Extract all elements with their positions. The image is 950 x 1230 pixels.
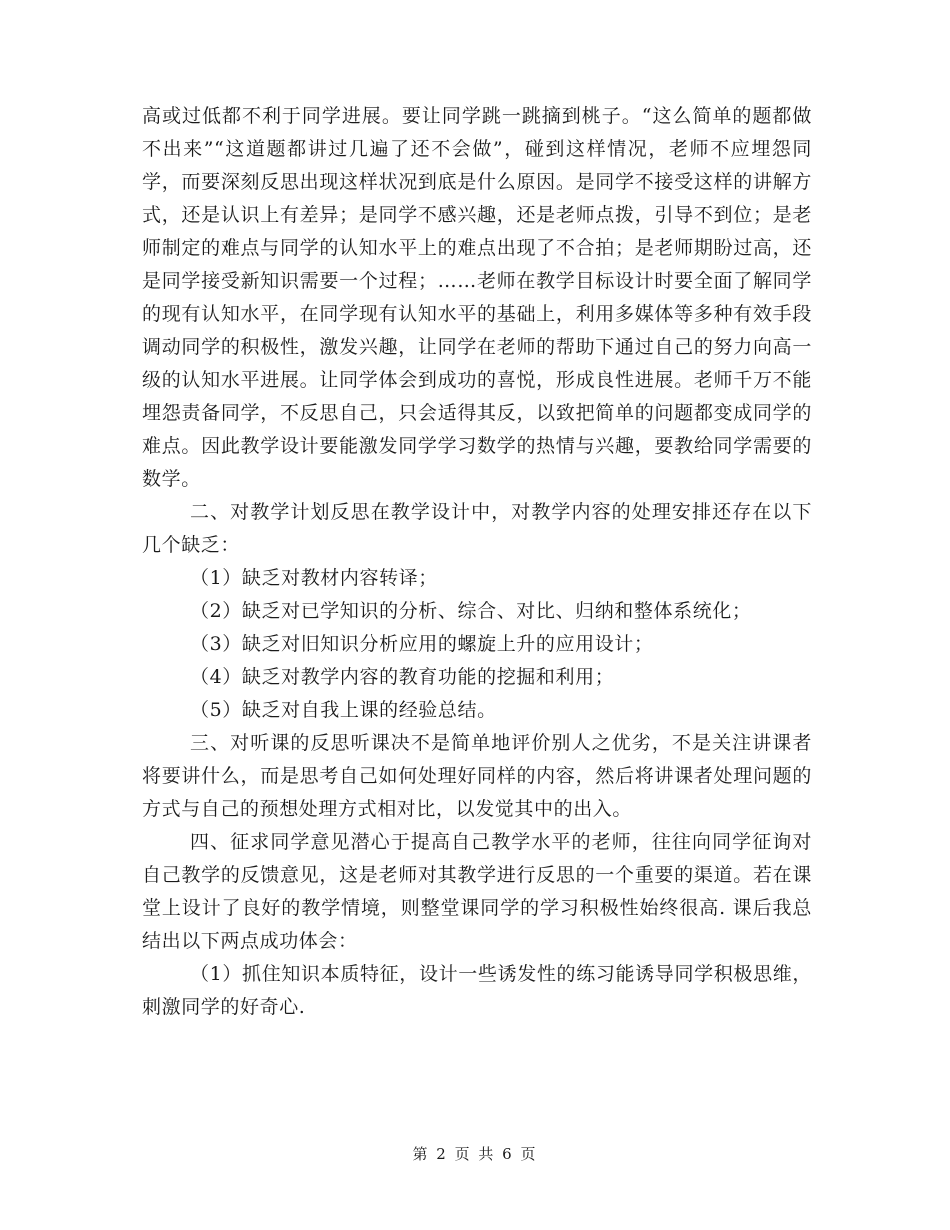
list-item: （3）缺乏对旧知识分析应用的螺旋上升的应用设计； bbox=[190, 633, 654, 655]
list-item: （4）缺乏对教学内容的教育功能的挖掘和利用； bbox=[190, 666, 615, 688]
list-item: （5）缺乏对自我上课的经验总结。 bbox=[190, 699, 497, 721]
list-item: （2）缺乏对已学知识的分析、综合、对比、归纳和整体系统化； bbox=[190, 600, 752, 622]
list-item: （1）缺乏对教材内容转译； bbox=[190, 567, 438, 589]
section-heading-paragraph: 四、征求同学意见潜心于提高自己教学水平的老师，往往向同学征询对自己教学的反馈意见，这是老师对其教学进行反思的一个重要的渠道。若在课堂上设计了良好的教学情境，则整堂课同学的学习积极性始终很高. 课后我总结出以下两点成功体会： bbox=[142, 831, 812, 952]
body-paragraph: 高或过低都不利于同学进展。要让同学跳一跳摘到桃子。“这么简单的题都做不出来”“这道题都讲过几遍了还不会做”，碰到这样情况，老师不应埋怨同学，而要深刻反思出现这样状况到底是什么原因。是同学不接受这样的讲解方式，还是认识上有差异；是同学不感兴趣，还是老师点拨，引导不到位；是老师制定的难点与同学的认知水平上的难点出现了不合拍；是老师期盼过高，还是同学接受新知识需要一个过程；……老师在教学目标设计时要全面了解同学的现有认知水平，在同学现有认知水平的基础上，利用多媒体等多种有效手段调动同学的积极性，激发兴趣，让同学在老师的帮助下通过自己的努力向高一级的认知水平进展。让同学体会到成功的喜悦，形成良性进展。老师千万不能埋怨责备同学，不反思自己，只会适得其反，以致把简单的问题都变成同学的难点。因此教学设计要能激发同学学习数学的热情与兴趣，要教给同学需要的数学。 bbox=[142, 105, 812, 490]
document-body bbox=[142, 100, 812, 1024]
section-heading-paragraph: 二、对教学计划反思在教学设计中，对教学内容的处理安排还存在以下几个缺乏： bbox=[142, 501, 812, 556]
section-heading-paragraph: 三、对听课的反思听课决不是简单地评价别人之优劣，不是关注讲课者将要讲什么，而是思考自己如何处理好同样的内容，然后将讲课者处理问题的方式与自己的预想处理方式相对比，以发觉其中的出入。 bbox=[142, 732, 812, 820]
body-paragraph: （1）抓住知识本质特征，设计一些诱发性的练习能诱导同学积极思维，刺激同学的好奇心. bbox=[142, 963, 812, 1018]
page-number-footer: 第 2 页 共 6 页 bbox=[412, 1145, 538, 1163]
